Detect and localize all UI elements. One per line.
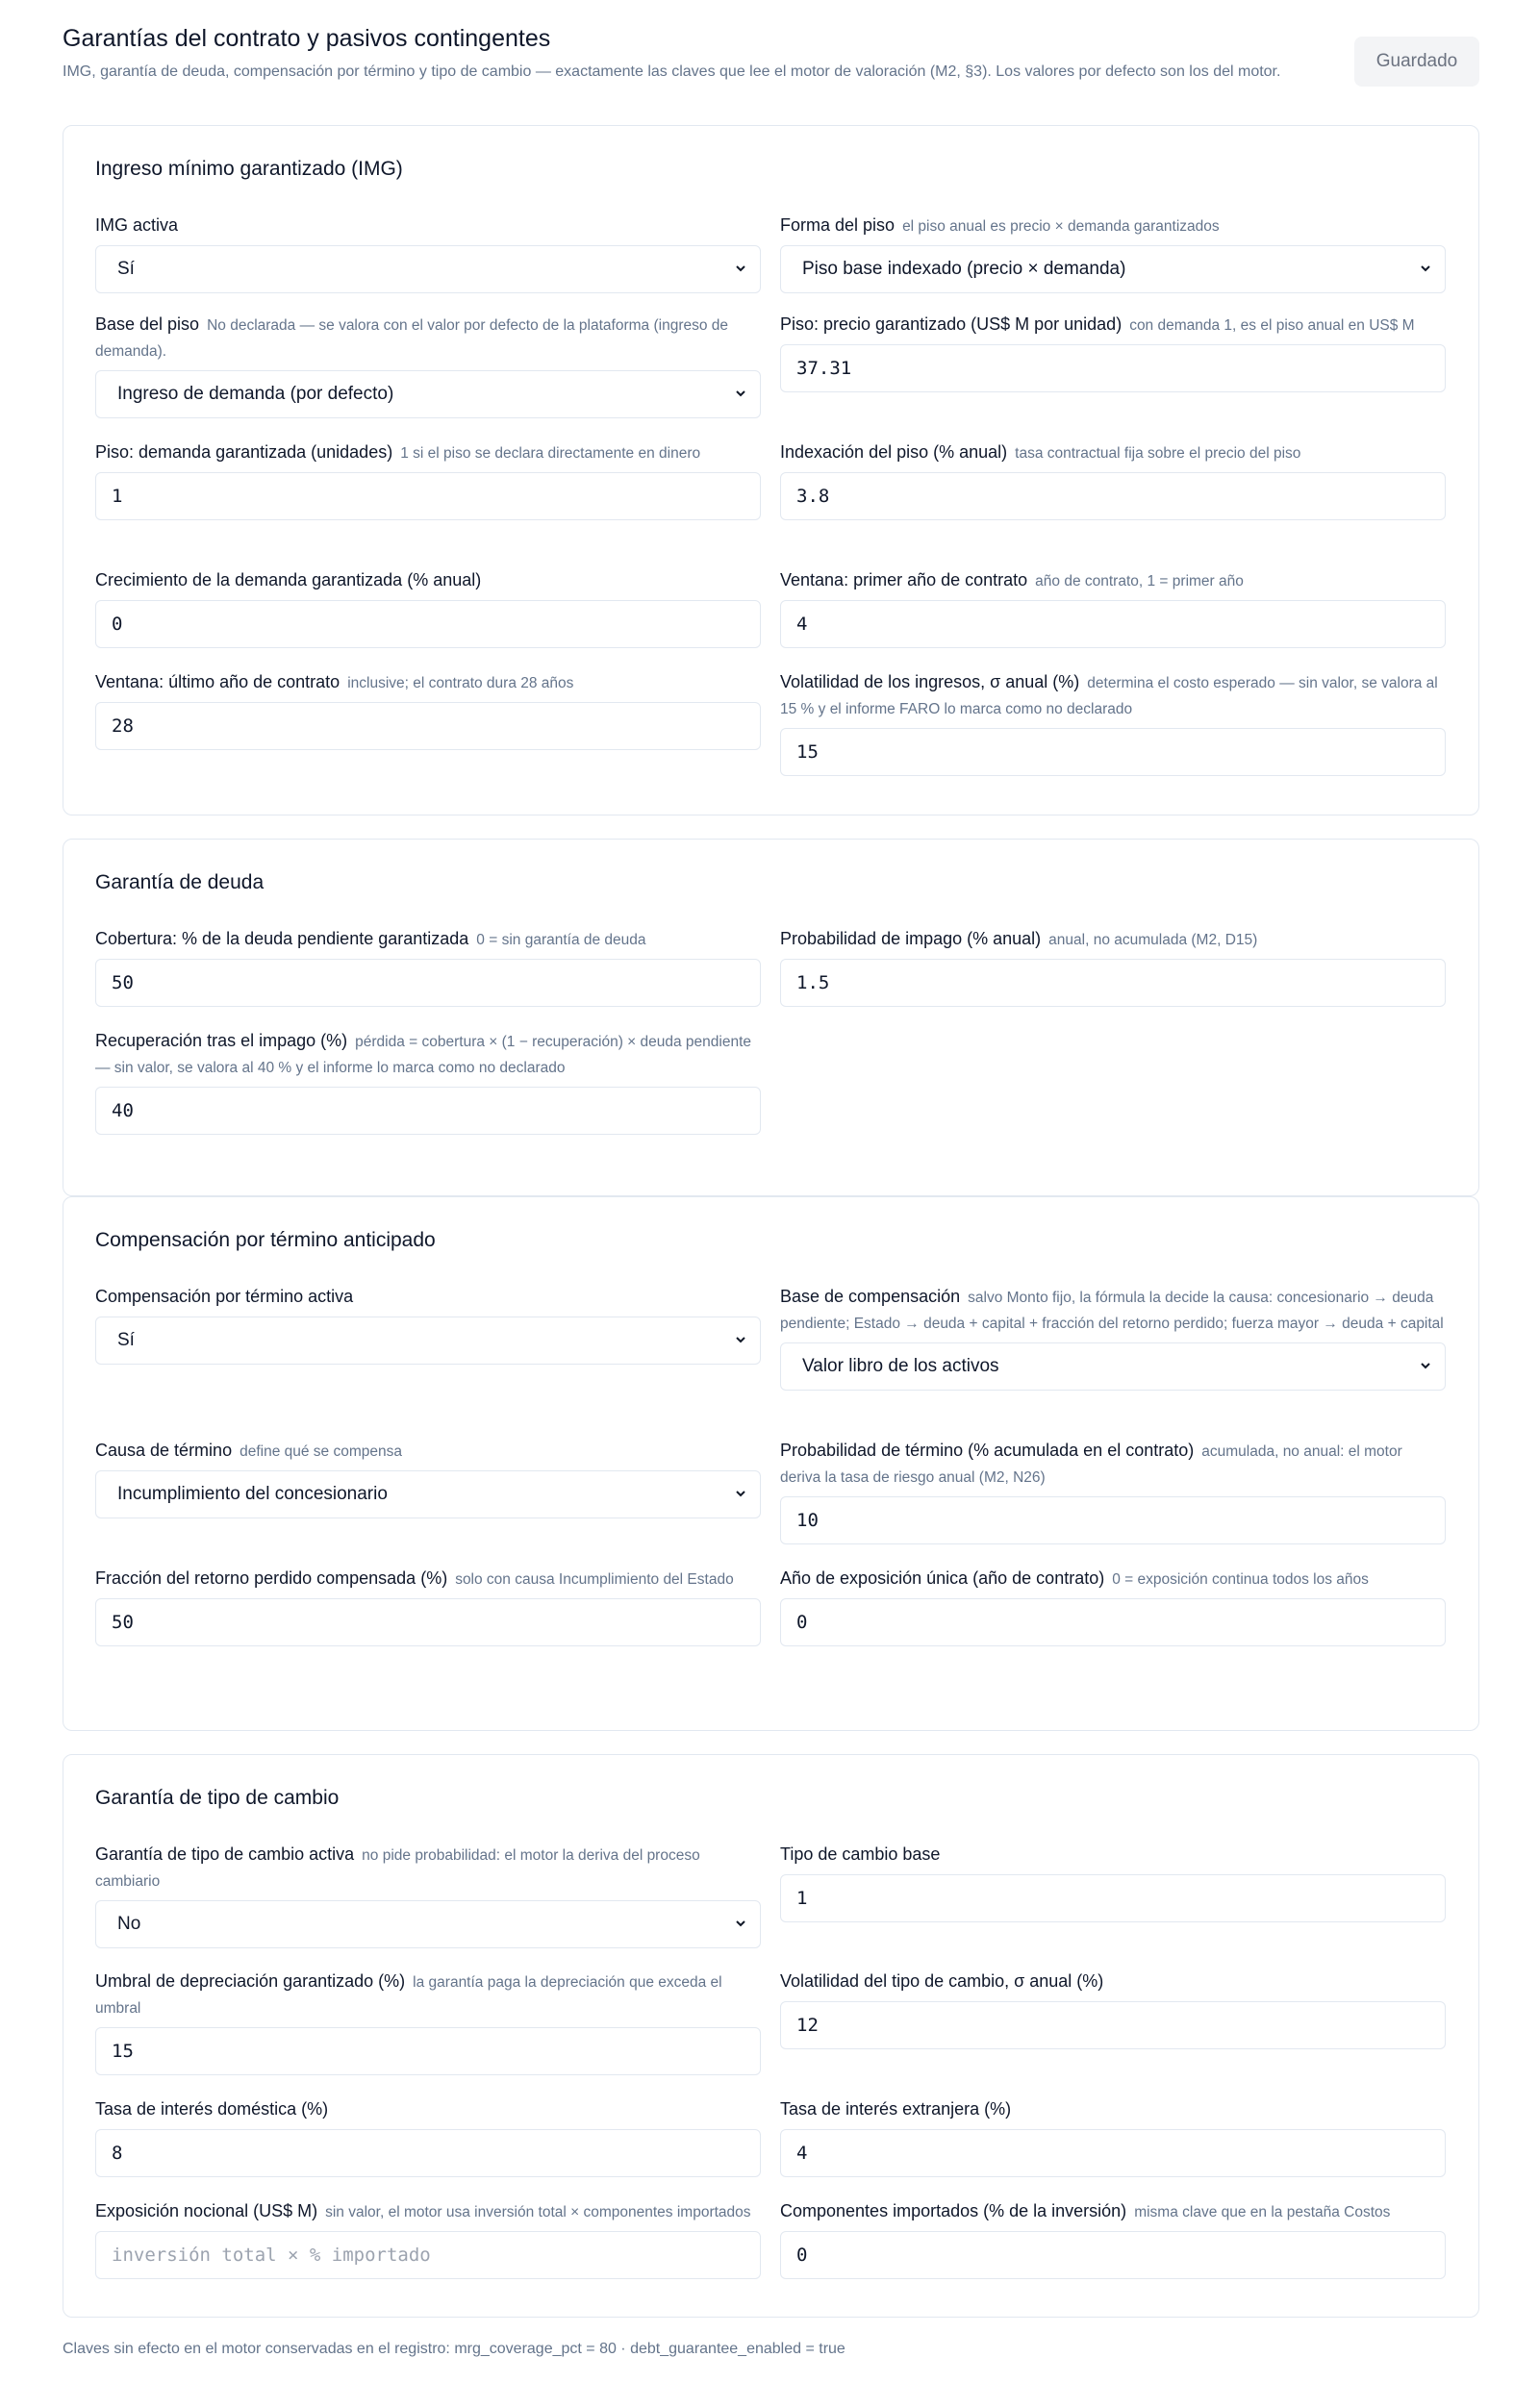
fx-base-rate-field: [780, 1842, 1446, 1922]
notional-input[interactable]: [95, 2231, 761, 2279]
field-hint: el piso anual es precio × demanda garantizados: [902, 218, 1220, 235]
select-value: Sí: [117, 259, 135, 279]
field-label: Recuperación tras el impago (%): [95, 1031, 348, 1050]
floor-demand-field: [95, 439, 761, 520]
floor-price-field: [780, 312, 1446, 392]
select-value: Valor libro de los activos: [802, 1356, 999, 1376]
field-label: Base del piso: [95, 314, 200, 334]
field-hint: 0 = exposición continua todos los años: [1112, 1571, 1369, 1588]
fx-active-field: [95, 1842, 761, 1948]
termination-prob-input[interactable]: [780, 1496, 1446, 1544]
notional-field: [95, 2198, 761, 2279]
imported-field: [780, 2198, 1446, 2279]
debt-card: [63, 839, 1479, 1196]
field-label: Ventana: primer año de contrato: [780, 570, 1028, 589]
field-hint: no pide probabilidad: el motor la deriva del proceso cambiario: [95, 1847, 700, 1890]
domestic-rate-field: [95, 2096, 761, 2177]
field-hint: con demanda 1, es el piso anual en US$ M: [1129, 317, 1415, 334]
field-label: Garantía de tipo de cambio activa: [95, 1844, 355, 1864]
field-label: Forma del piso: [780, 215, 896, 235]
field-hint: acumulada, no anual: el motor deriva la tasa de riesgo anual (M2, N26): [780, 1443, 1402, 1486]
field-hint: inclusive; el contrato dura 28 años: [347, 675, 574, 691]
foreign-rate-input[interactable]: [780, 2129, 1446, 2177]
default-prob-input[interactable]: [780, 959, 1446, 1007]
fx-threshold-field: [95, 1969, 761, 2075]
termination-cause-field: [95, 1438, 761, 1518]
chevron-down-icon: [735, 388, 746, 399]
fx-section-title: Garantía de tipo de cambio: [95, 1787, 340, 1809]
fx-vol-field: [780, 1969, 1446, 2049]
field-label: Causa de término: [95, 1441, 233, 1460]
window-last-input[interactable]: [95, 702, 761, 750]
floor-index-field: [780, 439, 1446, 520]
field-label: Tasa de interés doméstica (%): [95, 2099, 329, 2119]
footer-note: Claves sin efecto en el motor conservadas en el registro: mrg_coverage_pct = 80 · debt_guarantee_enabled = true: [63, 2341, 845, 2357]
recovery-input[interactable]: [95, 1087, 761, 1135]
exposure-year-input[interactable]: [780, 1598, 1446, 1646]
exposure-year-field: [780, 1566, 1446, 1646]
field-label: Componentes importados (% de la inversión): [780, 2201, 1127, 2220]
field-hint: sin valor, el motor usa inversión total × componentes importados: [325, 2204, 751, 2220]
img-card: [63, 125, 1479, 815]
termination-card-body: [63, 1196, 1479, 1731]
lost-return-field: [95, 1566, 761, 1646]
field-label: Base de compensación: [780, 1287, 961, 1306]
floor-base-select[interactable]: [95, 370, 761, 418]
select-value: Piso base indexado (precio × demanda): [802, 259, 1126, 279]
field-label: Crecimiento de la demanda garantizada (% anual): [95, 570, 482, 589]
field-label: Ventana: último año de contrato: [95, 672, 341, 691]
floor-index-input[interactable]: [780, 472, 1446, 520]
demand-growth-input[interactable]: [95, 600, 761, 648]
default-prob-field: [780, 926, 1446, 1007]
field-hint: determina el costo esperado — sin valor, se valora al 15 % y el informe FARO lo marca como no declarado: [780, 675, 1438, 717]
termination-active-select[interactable]: [95, 1317, 761, 1365]
field-label: Compensación por término activa: [95, 1287, 354, 1306]
termination-active-field: [95, 1284, 761, 1365]
field-label: Umbral de depreciación garantizado (%): [95, 1971, 406, 1991]
field-hint: misma clave que en la pestaña Costos: [1134, 2204, 1391, 2220]
field-label: Probabilidad de término (% acumulada en el contrato): [780, 1441, 1195, 1460]
floor-form-select[interactable]: [780, 245, 1446, 293]
revenue-vol-field: [780, 669, 1446, 776]
field-hint: año de contrato, 1 = primer año: [1035, 573, 1244, 589]
field-label: Indexación del piso (% anual): [780, 442, 1008, 462]
field-label: IMG activa: [95, 215, 179, 235]
field-label: Tasa de interés extranjera (%): [780, 2099, 1012, 2119]
field-hint: 0 = sin garantía de deuda: [476, 932, 646, 948]
field-hint: solo con causa Incumplimiento del Estado: [455, 1571, 734, 1588]
page-header: [63, 23, 1479, 104]
coverage-field: [95, 926, 761, 1007]
saved-button[interactable]: Guardado: [1354, 37, 1479, 87]
field-label: Año de exposición única (año de contrato): [780, 1568, 1105, 1588]
select-value: Incumplimiento del concesionario: [117, 1484, 388, 1504]
window-first-field: [780, 567, 1446, 648]
floor-base-field: [95, 312, 761, 418]
chevron-down-icon: [1420, 263, 1431, 274]
termination-section-title: Compensación por término anticipado: [95, 1229, 436, 1251]
select-value: No: [117, 1914, 141, 1934]
img-active-field: [95, 213, 761, 293]
field-hint: salvo Monto fijo, la fórmula la decide la causa: concesionario → deuda pendiente; Estado → deuda + capital + fracción del retorno perdido; fuerza mayor → deuda + capital: [780, 1290, 1444, 1332]
debt-section-title: Garantía de deuda: [95, 871, 265, 893]
field-hint: tasa contractual fija sobre el precio del piso: [1015, 445, 1301, 462]
img-active-select[interactable]: [95, 245, 761, 293]
imported-input[interactable]: [780, 2231, 1446, 2279]
field-label: Tipo de cambio base: [780, 1844, 941, 1864]
window-last-field: [95, 669, 761, 750]
field-hint: anual, no acumulada (M2, D15): [1048, 932, 1258, 948]
field-label: Volatilidad del tipo de cambio, σ anual (%): [780, 1971, 1104, 1991]
field-hint: la garantía paga la depreciación que exceda el umbral: [95, 1974, 722, 2017]
fx-base-rate-input[interactable]: [780, 1874, 1446, 1922]
fx-active-select[interactable]: [95, 1900, 761, 1948]
field-label: Piso: demanda garantizada (unidades): [95, 442, 393, 462]
page-title: Garantías del contrato y pasivos contingentes: [63, 25, 551, 52]
window-first-input[interactable]: [780, 600, 1446, 648]
fx-threshold-input[interactable]: [95, 2027, 761, 2075]
domestic-rate-input[interactable]: [95, 2129, 761, 2177]
lost-return-input[interactable]: [95, 1598, 761, 1646]
field-label: Volatilidad de los ingresos, σ anual (%): [780, 672, 1080, 691]
field-label: Piso: precio garantizado (US$ M por unidad): [780, 314, 1123, 334]
field-hint: No declarada — se valora con el valor por defecto de la plataforma (ingreso de demanda).: [95, 317, 729, 360]
fx-card: [63, 1754, 1479, 2318]
field-hint: pérdida = cobertura × (1 − recuperación) × deuda pendiente — sin valor, se valora al 40 % y el informe lo marca como no declarado: [95, 1034, 752, 1076]
floor-price-input[interactable]: [780, 344, 1446, 392]
chevron-down-icon: [1420, 1360, 1431, 1371]
compensation-basis-select[interactable]: [780, 1342, 1446, 1391]
chevron-down-icon: [735, 1488, 746, 1499]
chevron-down-icon: [735, 263, 746, 274]
termination-prob-field: [780, 1438, 1446, 1544]
field-label: Cobertura: % de la deuda pendiente garantizada: [95, 929, 469, 948]
field-hint: 1 si el piso se declara directamente en dinero: [400, 445, 701, 462]
fx-vol-input[interactable]: [780, 2001, 1446, 2049]
page: [63, 23, 1479, 2357]
field-hint: define qué se compensa: [240, 1443, 402, 1460]
termination-cause-select[interactable]: [95, 1470, 761, 1518]
coverage-input[interactable]: [95, 959, 761, 1007]
field-label: Fracción del retorno perdido compensada (%): [95, 1568, 448, 1588]
field-label: Exposición nocional (US$ M): [95, 2201, 318, 2220]
floor-demand-input[interactable]: [95, 472, 761, 520]
field-label: Probabilidad de impago (% anual): [780, 929, 1042, 948]
compensation-basis-field: [780, 1284, 1446, 1391]
select-value: Sí: [117, 1330, 135, 1350]
demand-growth-field: [95, 567, 761, 648]
select-value: Ingreso de demanda (por defecto): [117, 384, 394, 404]
foreign-rate-field: [780, 2096, 1446, 2177]
recovery-field: [95, 1028, 761, 1135]
chevron-down-icon: [735, 1334, 746, 1345]
revenue-vol-input[interactable]: [780, 728, 1446, 776]
img-section-title: Ingreso mínimo garantizado (IMG): [95, 158, 403, 180]
chevron-down-icon: [735, 1918, 746, 1929]
page-subtitle: IMG, garantía de deuda, compensación por término y tipo de cambio — exactamente las claves que lee el motor de valoración (M2, §3). Los valores por defecto son los del motor.: [63, 63, 1281, 80]
floor-form-field: [780, 213, 1446, 293]
